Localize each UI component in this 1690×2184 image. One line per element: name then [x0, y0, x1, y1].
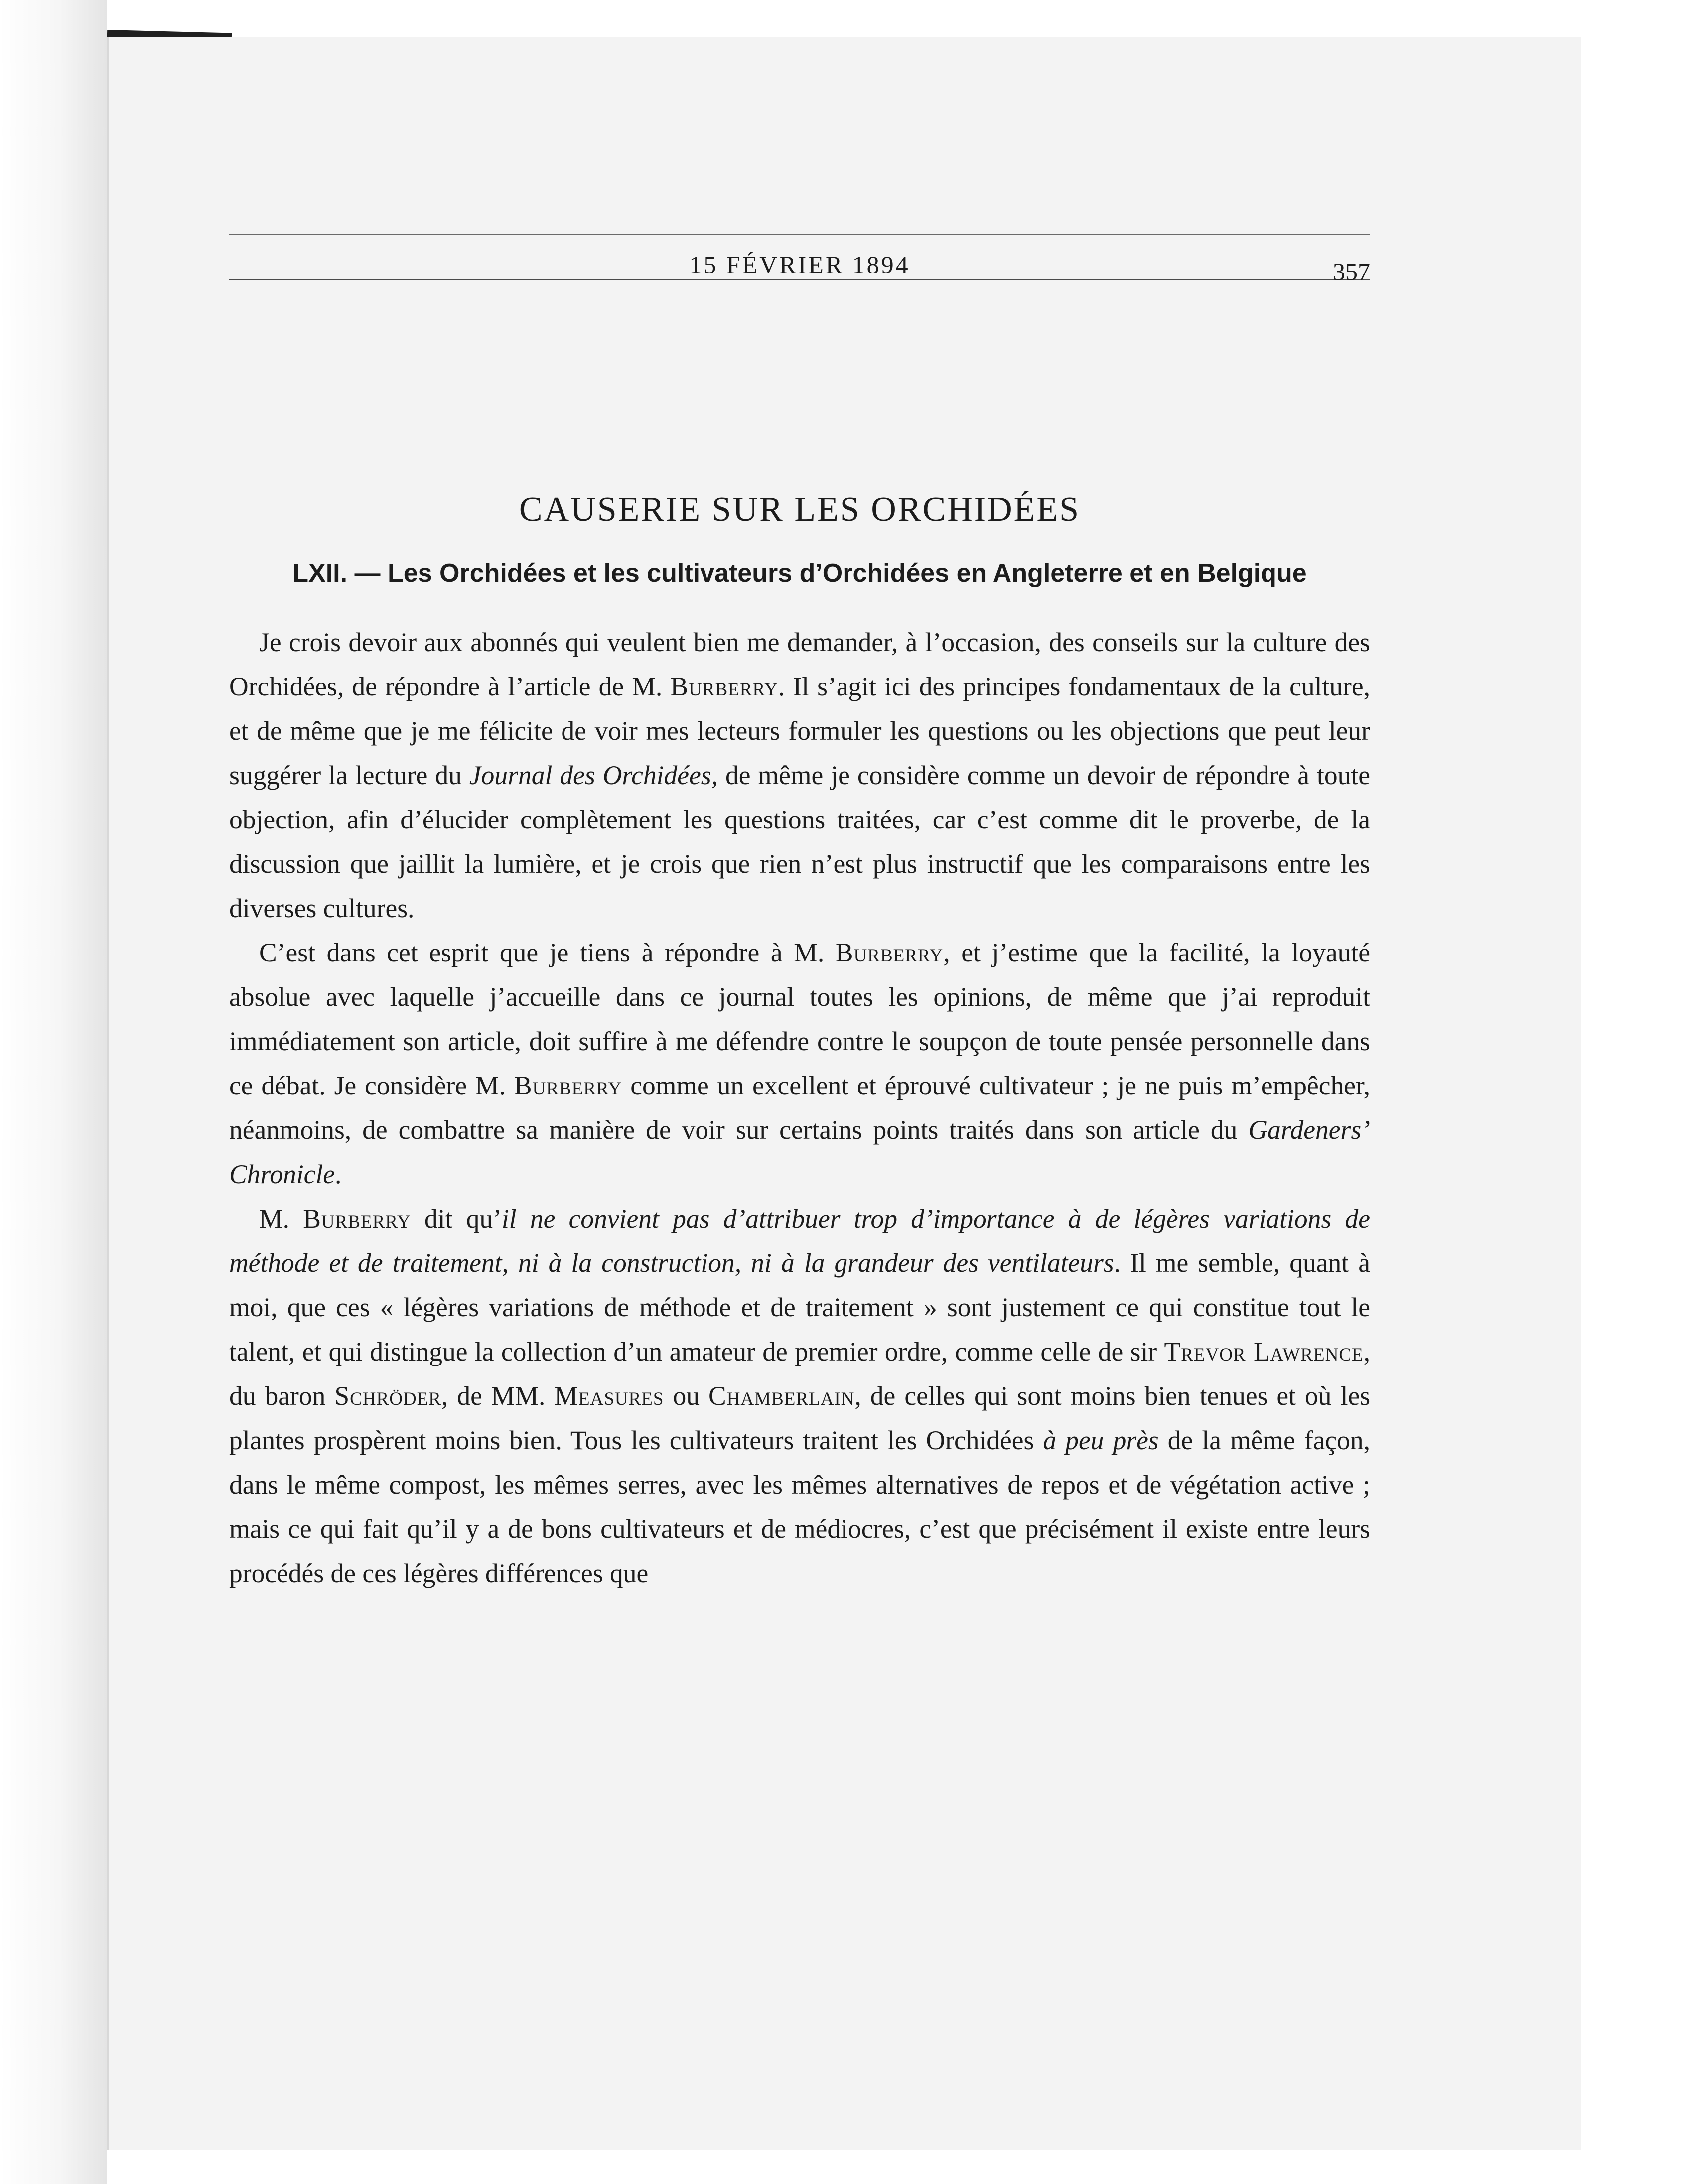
running-header	[229, 234, 1370, 285]
person-name: Burberry	[303, 1204, 411, 1233]
paragraph-1	[229, 620, 1370, 931]
text-run: comme un excellent et éprouvé cultivateur ; je ne puis m’empêcher, néanmoins, de combattre sa manière de voir sur certains points traités dans son article du	[229, 1071, 1370, 1145]
section-dash: —	[347, 559, 388, 588]
text-run: . Il s’agit ici des principes fondamentaux de la culture, et de même que je me félicite de voir mes lecteurs formuler les questions ou les objections que peut leur suggérer la lecture du	[229, 672, 1370, 790]
person-name: Measures	[554, 1381, 664, 1411]
text-run: . Il me semble, quant à moi, que ces « légères variations de méthode et de traitement » sont justement ce qui constitue tout le talent, et qui distingue la collection d’un amateur de premier ordre, comme celle de sir	[229, 1248, 1371, 1366]
text-run: , et j’estime que la facilité, la loyauté absolue avec laquelle j’accueille dans ce journal toutes les opinions, de même que j’ai reproduit immédiatement son article, doit suffire à me défendre contre le soupçon de toute pensée personnelle dans ce débat. Je considère M.	[229, 938, 1371, 1100]
person-name: Trevor Lawrence	[1164, 1337, 1364, 1366]
text-run: M.	[259, 1204, 303, 1233]
emphasis: à peu près	[1043, 1425, 1159, 1455]
text-run: ou	[664, 1381, 709, 1411]
article-body	[229, 620, 1370, 1596]
quoted-italic: il ne convient pas d’attribuer trop d’importance à de légères variations de méthode et de traitement, ni à la construction, ni à la grandeur des ventilateurs	[229, 1204, 1370, 1278]
person-name: Schröder	[334, 1381, 441, 1411]
header-rule-top	[229, 234, 1370, 235]
journal-title: Gardeners’ Chronicle	[229, 1115, 1370, 1189]
text-run: , de MM.	[441, 1381, 555, 1411]
section-number: LXII.	[292, 559, 348, 588]
text-run: , de celles qui sont moins bien tenues et où les plantes prospèrent moins bien. Tous les cultivateurs traitent les Orchidées	[229, 1381, 1371, 1455]
article-title: CAUSERIE SUR LES ORCHIDÉES	[519, 490, 1081, 529]
text-run: Je crois devoir aux abonnés qui veulent bien me demander, à l’occasion, des conseils sur la culture des Orchidées, de répondre à l’article de M.	[229, 627, 1370, 701]
header-date: 15 FÉVRIER 1894	[689, 251, 910, 278]
article-subtitle	[229, 554, 1370, 592]
journal-title: Journal des Orchidées,	[469, 760, 718, 790]
text-run: de même je considère comme un devoir de répondre à toute objection, afin d’élucider complètement les questions traitées, car c’est comme dit le proverbe, de la discussion que jaillit la lumière, et je crois que rien n’est plus instructif que les comparaisons entre les diverses cultures.	[229, 760, 1370, 923]
person-name: Chamberlain	[708, 1381, 855, 1411]
page-number: 357	[1333, 258, 1370, 285]
text-run: .	[335, 1159, 342, 1189]
text-run: C’est dans cet esprit que je tiens à répondre à M.	[259, 938, 836, 967]
text-run: dit qu’	[411, 1204, 502, 1233]
person-name: Burberry	[514, 1071, 622, 1100]
subtitle-text: Les Orchidées et les cultivateurs d’Orchidées en Angleterre et en Belgique	[387, 559, 1307, 588]
text-run: de la même façon, dans le même compost, les mêmes serres, avec les mêmes alternatives de repos et de végétation active ; mais ce qui fait qu’il y a de bons cultivateurs et de médiocres, c’est que précisément il existe entre leurs procédés de ces légères différences que	[229, 1425, 1370, 1588]
text-run: , du baron	[229, 1337, 1370, 1411]
person-name: Burberry	[670, 672, 778, 701]
scan-margin	[0, 0, 107, 2184]
person-name: Burberry	[835, 938, 944, 967]
paragraph-2	[229, 931, 1370, 1197]
page-content	[229, 234, 1370, 1596]
paragraph-3	[229, 1197, 1370, 1596]
